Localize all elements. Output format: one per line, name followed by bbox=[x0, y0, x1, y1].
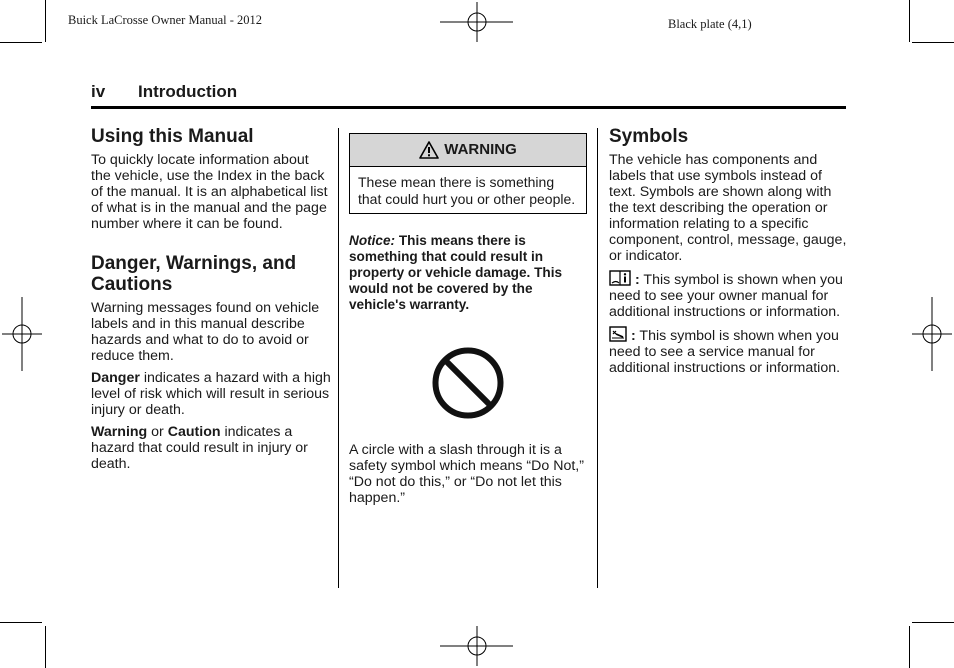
symbol-colon: : bbox=[635, 272, 640, 288]
column-divider bbox=[338, 128, 339, 588]
term-danger: Danger bbox=[91, 370, 140, 386]
no-symbol-icon bbox=[431, 346, 505, 420]
heading-symbols: Symbols bbox=[609, 126, 689, 147]
heading-danger-warnings: Danger, Warnings, and Cautions bbox=[91, 253, 297, 295]
term-warning: Warning bbox=[91, 424, 148, 440]
warning-box bbox=[349, 133, 587, 214]
warning-triangle-icon bbox=[419, 141, 439, 159]
heading-using-manual: Using this Manual bbox=[91, 126, 254, 147]
circle-explanation: A circle with a slash through it is a safety symbol which means “Do Not,” “Do not do this,” or “Do not let this happen.” bbox=[349, 442, 584, 506]
warning-text: These mean there is something that could hurt you or other people. bbox=[358, 174, 576, 207]
warning-header bbox=[350, 134, 586, 167]
term-caution: Caution bbox=[167, 424, 221, 440]
warning-title: WARNING bbox=[444, 141, 517, 158]
column-1 bbox=[91, 126, 331, 478]
paragraph-text: indicates a hazard that could result in injury or death. bbox=[91, 424, 308, 472]
paragraph: Warning messages found on vehicle labels and in this manual describe hazards and what to do to avoid or reduce them. bbox=[91, 300, 320, 364]
symbol-description: This symbol is shown when you need to see your owner manual for additional instructions or information. bbox=[609, 272, 843, 320]
section-header bbox=[91, 82, 846, 109]
notice-text: This means there is something that could result in property or vehicle damage. This would not be covered by the vehicle's warranty. bbox=[349, 233, 563, 312]
paragraph: To quickly locate information about the vehicle, use the Index in the back of the manual. It is an alphabetical list of what is in the manual and the page number where it can be found. bbox=[91, 152, 328, 232]
paragraph: The vehicle has components and labels that use symbols instead of text. Symbols are shown along with the text describing the operation or information relating to a specific component, control, message, gauge, or indicator. bbox=[609, 152, 847, 264]
page-number: iv bbox=[91, 82, 106, 101]
paragraph-warning-caution bbox=[91, 424, 331, 472]
section-title: Introduction bbox=[138, 82, 238, 101]
header-left: Buick LaCrosse Owner Manual - 2012 bbox=[68, 13, 263, 27]
service-manual-icon bbox=[609, 326, 627, 342]
symbol-description: This symbol is shown when you need to see a service manual for additional instructions or information. bbox=[609, 328, 841, 376]
symbol-colon: : bbox=[631, 328, 636, 344]
paragraph-text: indicates a hazard with a high level of risk which will result in serious injury or death. bbox=[91, 370, 331, 418]
owner-manual-icon bbox=[609, 270, 631, 286]
column-2 bbox=[349, 130, 589, 512]
paragraph-danger bbox=[91, 370, 331, 418]
symbol-service-manual bbox=[609, 326, 849, 376]
column-divider bbox=[597, 128, 598, 588]
column-3 bbox=[609, 126, 849, 382]
notice-label: Notice: bbox=[349, 233, 396, 248]
paragraph-text: or bbox=[147, 424, 168, 440]
notice-paragraph bbox=[349, 233, 589, 313]
header-right: Black plate (4,1) bbox=[668, 17, 752, 31]
symbol-owner-manual bbox=[609, 270, 849, 320]
